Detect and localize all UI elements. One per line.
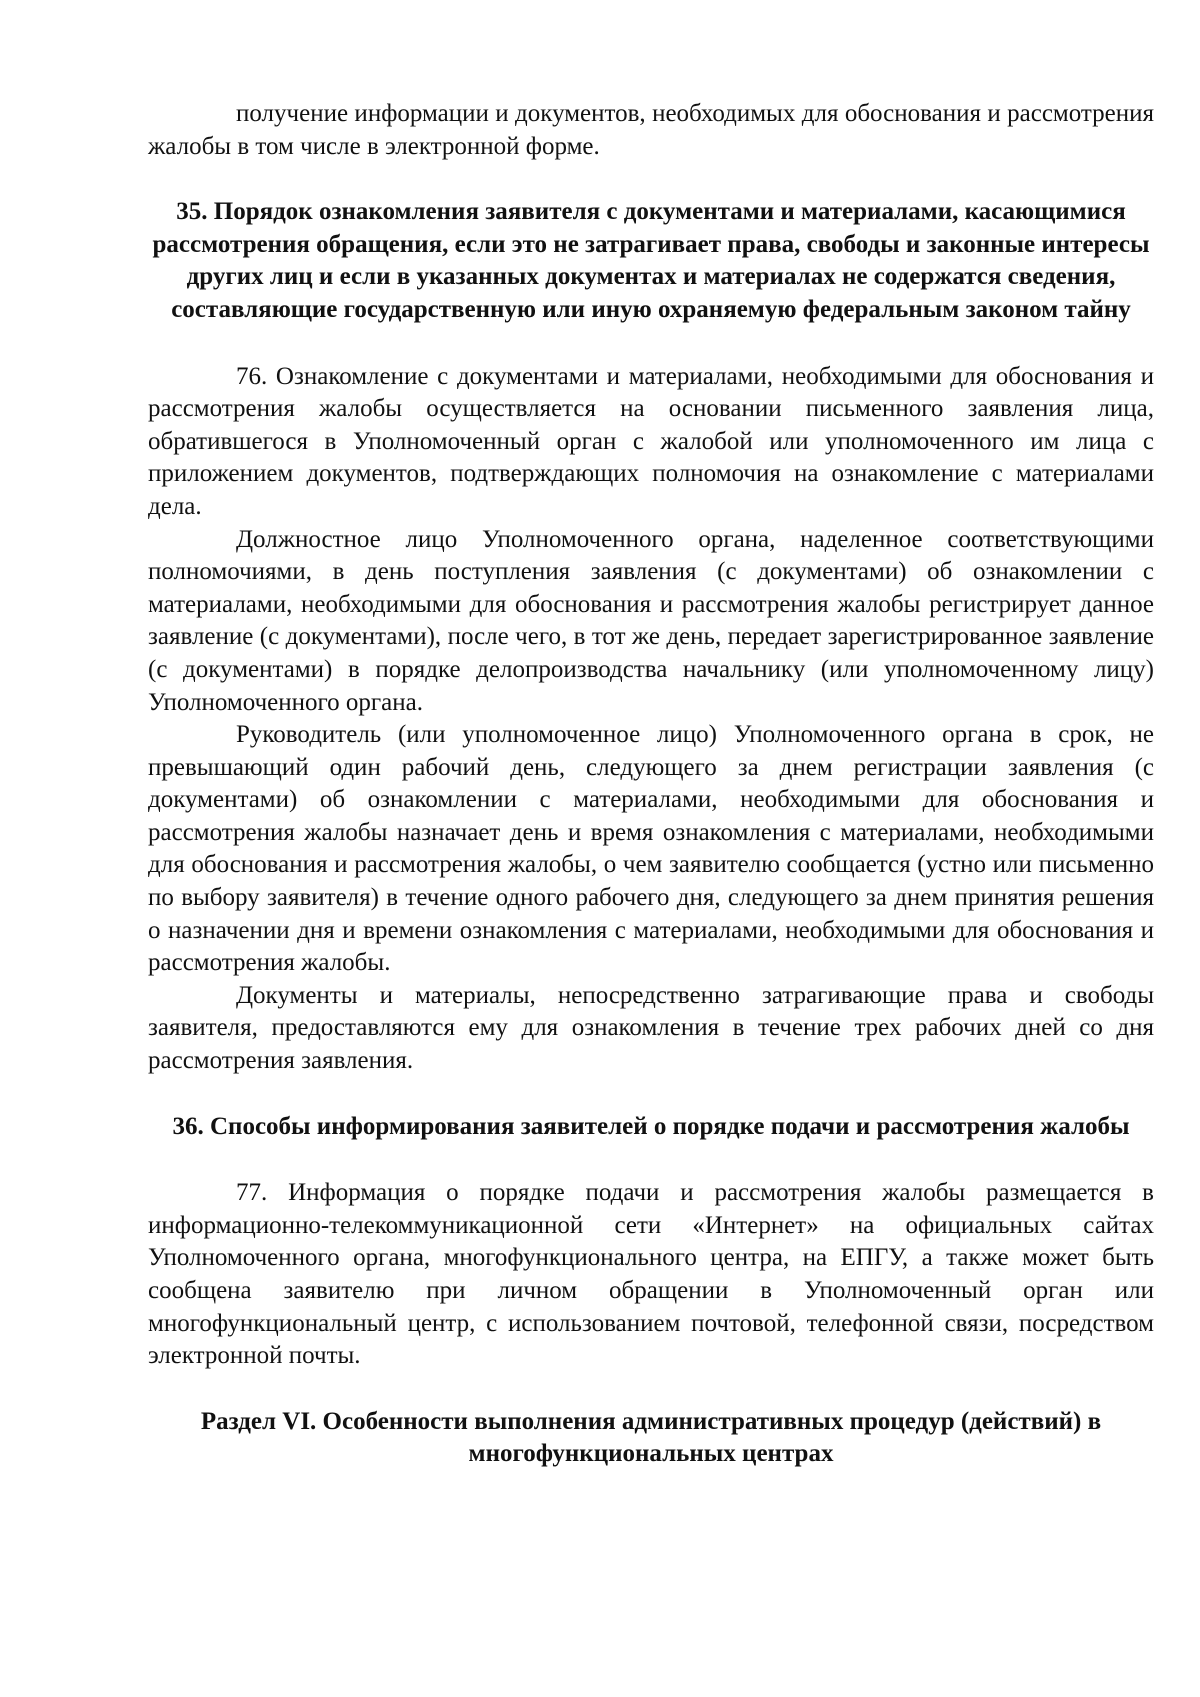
paragraph-head-scheduling: Руководитель (или уполномоченное лицо) Уполномоченного органа в срок, не превышающий один рабочий день, следующего за днем регистрации заявления (с документами) об ознакомлении с материалами, необходимыми для обоснования и рассмотрения жалобы назначает день и время ознакомления с материалами, необходимыми для обоснования и рассмотрения жалобы, о чем заявителю сообщается (устно или письменно по выбору заявителя) в течение одного рабочего дня, следующего за днем принятия решения о назначении дня и времени ознакомления с материалами, необходимыми для обоснования и рассмотрения жалобы. — [148, 721, 1154, 977]
paragraph-official-registration: Должностное лицо Уполномоченного органа, наделенное соответствующими полномочиями, в день поступления заявления (с документами) об ознакомлении с материалами, необходимыми для обоснования и рассмотрения жалобы регистрирует данное заявление (с документами), после чего, в тот же день, передает зарегистрированное заявление (с документами) в порядке делопроизводства начальнику (или уполномоченному лицу) Уполномоченного органа. — [148, 525, 1154, 716]
section-36-heading: 36. Способы информирования заявителей о порядке подачи и рассмотрения жалобы — [172, 1112, 1130, 1140]
section-vi-heading: Раздел VI. Особенности выполнения административных процедур (действий) в многофункциональных центрах — [200, 1407, 1102, 1468]
paragraph-77: 77. Информация о порядке подачи и рассмотрения жалобы размещается в информационно-телекоммуникационной сети «Интернет» на официальных сайтах Уполномоченного органа, многофункционального центра, на ЕПГУ, а также может быть сообщена заявителю при личном обращении в Уполномоченный орган или многофункциональный центр, с использованием почтовой, телефонной связи, посредством электронной почты. — [148, 1179, 1154, 1370]
section-35-heading: 35. Порядок ознакомления заявителя с документами и материалами, касающимися рассмотрения обращения, если это не затрагивает права, свободы и законные интересы других лиц и если в указанных документах и материалах не содержатся сведения, составляющие государственную или иную охраняемую федеральным законом тайну — [152, 198, 1150, 323]
document-page — [148, 98, 1154, 1471]
paragraph-documents-provision: Документы и материалы, непосредственно затрагивающие права и свободы заявителя, предоставляются ему для ознакомления в течение трех рабочих дней со дня рассмотрения заявления. — [148, 981, 1154, 1075]
paragraph-76: 76. Ознакомление с документами и материалами, необходимыми для обоснования и рассмотрения жалобы осуществляется на основании письменного заявления лица, обратившегося в Уполномоченный орган с жалобой или уполномоченного им лица с приложением документов, подтверждающих полномочия на ознакомление с материалами дела. — [148, 362, 1154, 520]
intro-paragraph: получение информации и документов, необходимых для обоснования и рассмотрения жалобы в том числе в электронной форме. — [148, 100, 1154, 160]
